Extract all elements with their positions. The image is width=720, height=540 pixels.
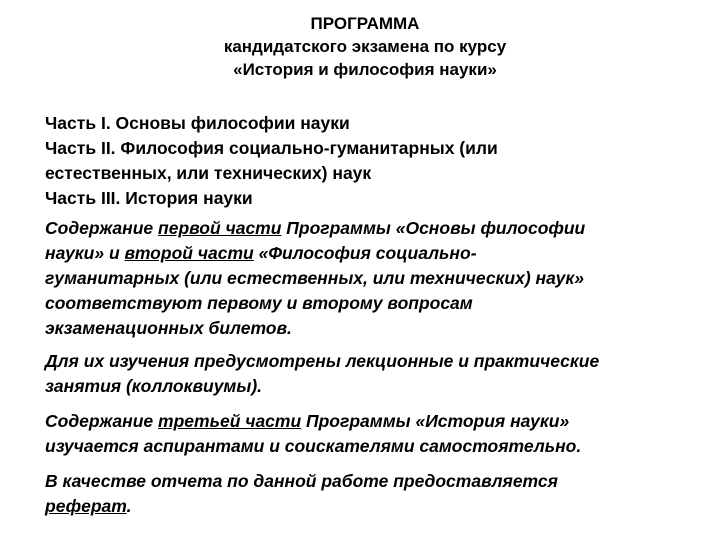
paragraph-line	[45, 241, 710, 266]
paragraph-line	[45, 216, 710, 241]
paragraph-line: соответствуют первому и второму вопросам	[45, 293, 473, 313]
document-title	[0, 12, 720, 81]
underlined-essay: реферат	[45, 496, 127, 516]
paragraph-study-forms	[45, 349, 710, 399]
text-span: науки» и	[45, 243, 125, 263]
title-line-3: «История и философия науки»	[233, 60, 497, 79]
paragraph-line: экзаменационных билетов.	[45, 318, 292, 338]
paragraph-line	[45, 494, 710, 519]
part-2-line-1: Часть II. Философия социально-гуманитарных (или	[45, 138, 498, 158]
underlined-third-part: третьей части	[158, 411, 302, 431]
underlined-first-part: первой части	[158, 218, 282, 238]
paragraph-line: Для их изучения предусмотрены лекционные и практические	[45, 351, 600, 371]
part-3: Часть III. История науки	[45, 188, 253, 208]
text-span: Программы «История науки»	[301, 411, 570, 431]
paragraph-content-part-3	[45, 409, 710, 459]
paragraph-line	[45, 409, 710, 434]
paragraph-report	[45, 469, 710, 519]
paragraph-line: занятия (коллоквиумы).	[45, 376, 263, 396]
part-1: Часть I. Основы философии науки	[45, 113, 350, 133]
text-span: Программы «Основы философии	[281, 218, 586, 238]
title-line-1: ПРОГРАММА	[310, 14, 420, 33]
program-parts-list	[45, 111, 705, 211]
text-span: Содержание	[45, 411, 159, 431]
paragraph-line: изучается аспирантами и соискателями самостоятельно.	[45, 436, 582, 456]
text-span: Содержание	[45, 218, 159, 238]
paragraph-line: В качестве отчета по данной работе предоставляется	[45, 471, 558, 491]
text-span: .	[126, 496, 132, 516]
paragraph-line: гуманитарных (или естественных, или технических) наук»	[45, 268, 584, 288]
part-2-line-2: естественных, или технических) наук	[45, 163, 372, 183]
underlined-second-part: второй части	[124, 243, 254, 263]
text-span: «Философия социально-	[253, 243, 477, 263]
title-line-2: кандидатского экзамена по курсу	[223, 37, 507, 56]
paragraph-content-parts-1-2	[45, 216, 710, 341]
